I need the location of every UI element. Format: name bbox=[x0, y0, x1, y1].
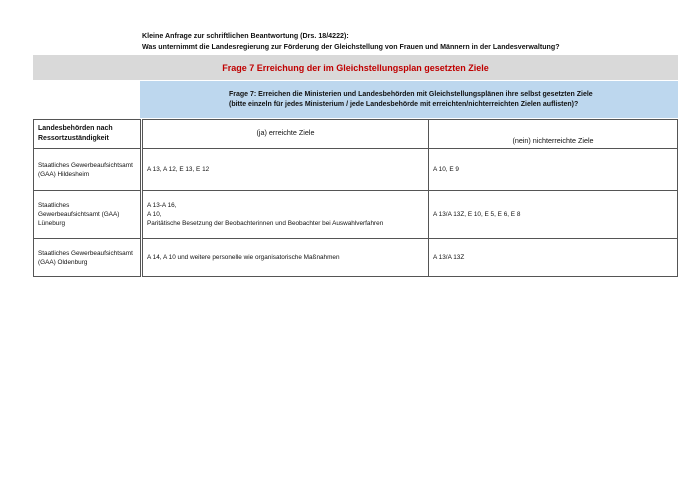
header-not-achieved: (nein) nichterreichte Ziele bbox=[429, 120, 678, 149]
authority-cell: Staatliches Gewerbeaufsichtsamt (GAA) Oldenburg bbox=[34, 239, 142, 277]
not-achieved-cell: A 13/A 13Z, E 10, E 5, E 6, E 8 bbox=[429, 191, 678, 239]
inquiry-title: Kleine Anfrage zur schriftlichen Beantwortung (Drs. 18/4222): bbox=[142, 32, 349, 40]
question-line-2: (bitte einzeln für jedes Ministerium / jede Landesbehörde mit erreichten/nichterreichten Zielen auflisten)? bbox=[229, 100, 579, 108]
achieved-cell: A 13-A 16, A 10, Paritätische Besetzung der Beobachterinnen und Beobachter bei Auswahlverfahren bbox=[142, 191, 429, 239]
document-heading bbox=[142, 31, 560, 52]
header-authority: Landesbehörden nach Ressortzuständigkeit bbox=[34, 120, 142, 149]
achieved-cell: A 14, A 10 und weitere personelle wie organisatorische Maßnahmen bbox=[142, 239, 429, 277]
question-box bbox=[140, 81, 678, 118]
table-row bbox=[34, 239, 678, 277]
question-line-1: Frage 7: Erreichen die Ministerien und Landesbehörden mit Gleichstellungsplänen ihre selbst gesetzten Ziele bbox=[229, 90, 593, 98]
not-achieved-cell: A 13/A 13Z bbox=[429, 239, 678, 277]
achieved-cell: A 13, A 12, E 13, E 12 bbox=[142, 149, 429, 191]
header-achieved: (ja) erreichte Ziele bbox=[142, 120, 429, 149]
inquiry-question: Was unternimmt die Landesregierung zur Förderung der Gleichstellung von Frauen und Männern in der Landesverwaltung? bbox=[142, 42, 560, 51]
goals-table bbox=[33, 119, 678, 277]
not-achieved-cell: A 10, E 9 bbox=[429, 149, 678, 191]
section-title-bar bbox=[33, 55, 678, 80]
section-title: Frage 7 Erreichung der im Gleichstellungsplan gesetzten Ziele bbox=[222, 62, 489, 73]
table-row bbox=[34, 149, 678, 191]
table-row bbox=[34, 191, 678, 239]
table-header-row bbox=[34, 120, 678, 149]
authority-cell: Staatliches Gewerbeaufsichtsamt (GAA) Lüneburg bbox=[34, 191, 142, 239]
authority-cell: Staatliches Gewerbeaufsichtsamt (GAA) Hildesheim bbox=[34, 149, 142, 191]
